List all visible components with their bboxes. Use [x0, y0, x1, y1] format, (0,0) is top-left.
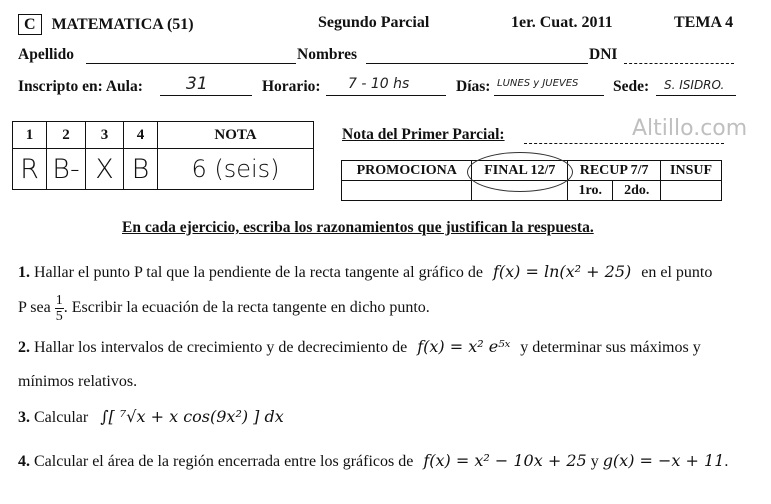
- exercise-3-text-a: Calcular: [34, 409, 89, 426]
- exam-period: 1er. Cuat. 2011: [511, 14, 613, 31]
- grades-header-row: [13, 122, 314, 149]
- horario-field[interactable]: [326, 95, 446, 96]
- subject-title: MATEMATICA (51): [51, 16, 194, 33]
- primer-parcial-field[interactable]: [524, 143, 724, 144]
- nombres-field[interactable]: [366, 63, 588, 64]
- dni-field[interactable]: [624, 63, 734, 64]
- grades-header-nota: NOTA: [158, 122, 314, 149]
- exam-tema: TEMA 4: [674, 14, 734, 31]
- promo-header-final: FINAL 12/7: [472, 161, 568, 181]
- exercise-4-number: 4.: [18, 453, 30, 470]
- sede-label: Sede:: [613, 78, 650, 95]
- nombres-label: Nombres: [297, 46, 357, 63]
- exercise-4-formula-f: f(x) = x² − 10x + 25: [423, 451, 587, 470]
- aula-value: 31: [186, 74, 208, 94]
- exercise-1-fraction: [55, 293, 64, 324]
- watermark: Altillo.com: [632, 116, 748, 141]
- grades-header-1: 1: [13, 122, 47, 149]
- tema-letter-box: C: [18, 14, 42, 35]
- instruction-text: En cada ejercicio, escriba los razonamientos que justifican la respuesta.: [122, 219, 594, 236]
- exercise-2-number: 2.: [18, 339, 30, 356]
- exercise-3-line: [18, 407, 284, 427]
- exercise-1-number: 1.: [18, 264, 30, 281]
- sede-field[interactable]: [656, 95, 736, 96]
- grade-ex3: X: [86, 149, 124, 190]
- grades-value-row: [13, 149, 314, 190]
- grade-ex2: B-: [47, 149, 86, 190]
- exercise-1-text-b: en el punto: [641, 264, 713, 281]
- promo-header-recup: RECUP 7/7: [568, 161, 661, 181]
- exercise-2-text-a: Hallar los intervalos de crecimiento y de decrecimiento de: [34, 339, 408, 356]
- exercise-1-line-2: [18, 293, 430, 324]
- exercise-3-formula: ∫[ ⁷√x + x cos(9x²) ] dx: [100, 407, 284, 426]
- exercise-4-line: [18, 451, 728, 471]
- dias-field[interactable]: [494, 95, 604, 96]
- final-circle-mark: [467, 152, 573, 192]
- exercise-2-line-1: [18, 337, 701, 357]
- exercise-1-text-d: . Escribir la ecuación de la recta tangente en dicho punto.: [63, 299, 430, 317]
- apellido-field[interactable]: [86, 63, 296, 64]
- promo-sub-2do: 2do.: [613, 181, 661, 201]
- grade-ex1: R: [13, 149, 47, 190]
- exercise-1-formula: f(x) = ln(x² + 25): [492, 262, 632, 281]
- exercise-2-line-2: mínimos relativos.: [18, 373, 138, 390]
- grades-table: [12, 121, 314, 190]
- aula-field[interactable]: [160, 95, 252, 96]
- exercise-1-text-c: P sea: [18, 299, 51, 317]
- exercise-4-text-end: .: [724, 453, 729, 470]
- grades-header-4: 4: [124, 122, 158, 149]
- exercise-1-text-a: Hallar el punto P tal que la pendiente de la recta tangente al gráfico de: [34, 264, 483, 281]
- grades-header-3: 3: [86, 122, 124, 149]
- dias-value: LUNES y JUEVES: [497, 78, 579, 89]
- fraction-numerator: 1: [55, 293, 63, 308]
- dni-label: DNI: [589, 46, 618, 63]
- promo-cell-promociona[interactable]: [342, 181, 472, 201]
- exercise-4-formula-g: g(x) = −x + 11: [602, 451, 725, 470]
- apellido-label: Apellido: [18, 46, 74, 63]
- exercise-2-text-b: y determinar sus máximos y: [520, 339, 701, 356]
- exercise-4-text-y: y: [590, 453, 599, 470]
- exercise-1-line-1: [18, 262, 712, 282]
- exercise-4-text-a: Calcular el área de la región encerrada entre los gráficos de: [34, 453, 414, 470]
- exercise-2-formula: f(x) = x² e⁵ˣ: [417, 337, 511, 356]
- grade-nota: 6 (seis): [158, 149, 314, 190]
- grades-header-2: 2: [47, 122, 86, 149]
- horario-label: Horario:: [262, 78, 321, 95]
- promo-header-promociona: PROMOCIONA: [342, 161, 472, 181]
- dias-label: Días:: [456, 78, 491, 95]
- exercise-3-number: 3.: [18, 409, 30, 426]
- promo-cell-insuf[interactable]: [661, 181, 722, 201]
- grade-ex4: B: [124, 149, 158, 190]
- inscripto-label: Inscripto en: Aula:: [18, 78, 143, 95]
- promo-header-insuf: INSUF: [661, 161, 722, 181]
- exam-title: Segundo Parcial: [318, 14, 430, 31]
- horario-value: 7 - 10 hs: [348, 76, 410, 92]
- primer-parcial-label: Nota del Primer Parcial:: [342, 126, 505, 143]
- fraction-denominator: 5: [55, 309, 63, 324]
- promo-sub-1ro: 1ro.: [568, 181, 613, 201]
- header-subject: [18, 14, 194, 35]
- sede-value: S. ISIDRO.: [664, 78, 725, 92]
